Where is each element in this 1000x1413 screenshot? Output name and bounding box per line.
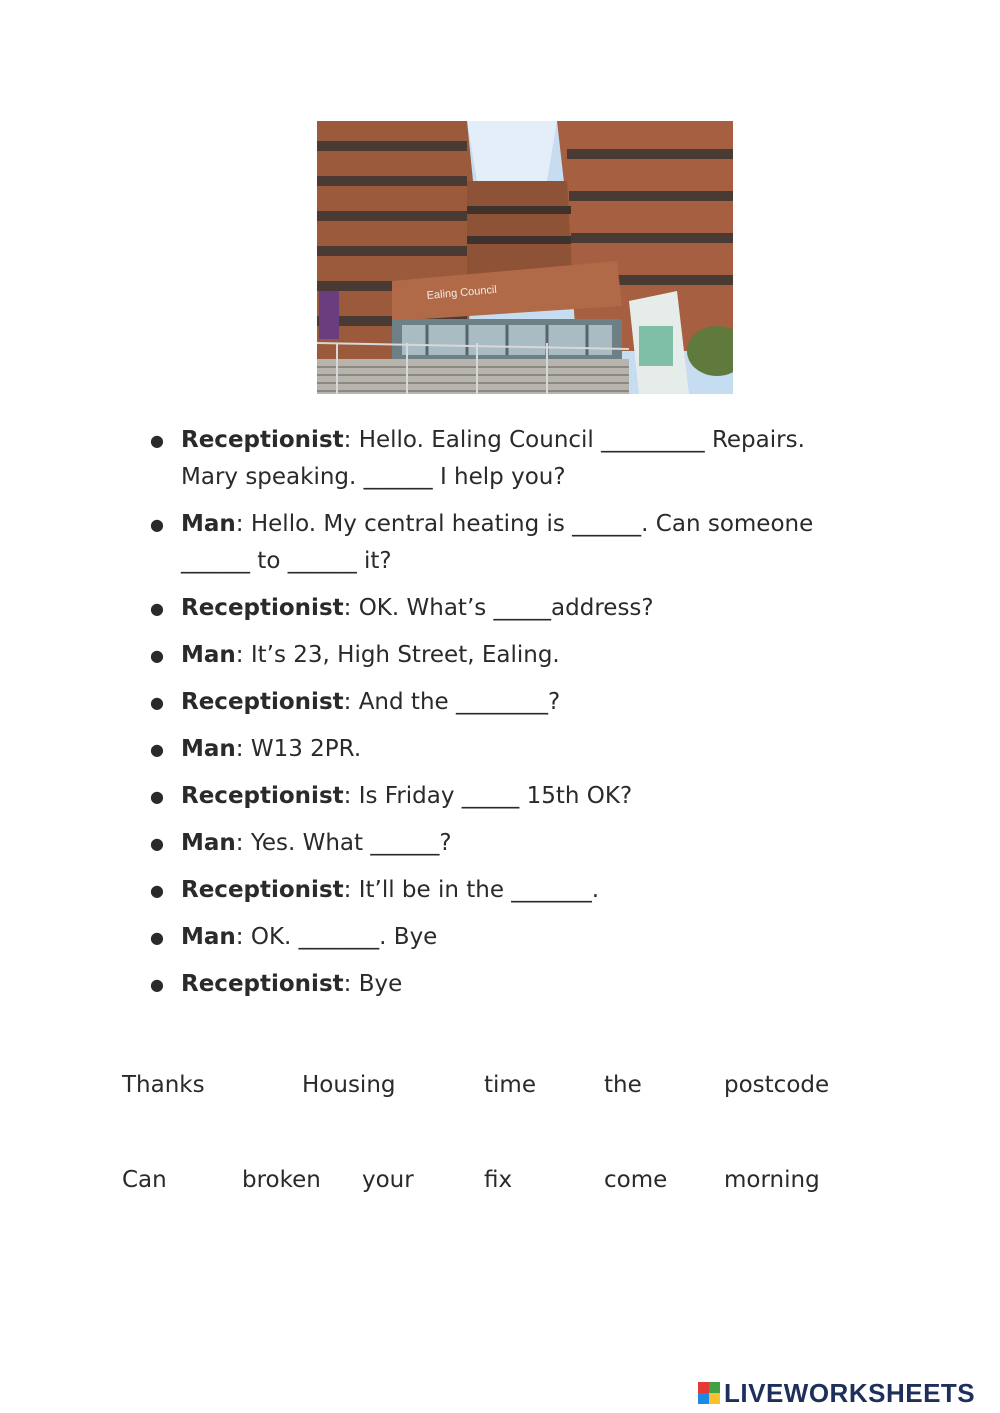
bullet-icon: ●	[150, 646, 164, 665]
word-bank-item[interactable]: morning	[724, 1167, 820, 1193]
word-bank-item[interactable]: the	[604, 1072, 642, 1098]
word-bank-item[interactable]: your	[362, 1167, 414, 1193]
line-text: : And the ________?	[343, 689, 561, 715]
word-bank-item[interactable]: Thanks	[122, 1072, 205, 1098]
speaker-name: Man	[181, 511, 236, 537]
speaker-name: Man	[181, 924, 236, 950]
bullet-icon: ●	[150, 515, 164, 534]
dialogue-line	[150, 590, 880, 627]
dialogue-line	[150, 422, 880, 496]
dialogue-line	[150, 637, 880, 674]
line-text: : It’ll be in the _______.	[343, 877, 600, 903]
speaker-name: Man	[181, 642, 236, 668]
word-bank-item[interactable]: fix	[484, 1167, 513, 1193]
dialogue-line	[150, 966, 880, 1003]
line-text: : Yes. What ______?	[235, 830, 452, 856]
speaker-name: Receptionist	[181, 877, 344, 903]
line-text: : W13 2PR.	[235, 736, 362, 762]
building-sign-text: Ealing Council	[426, 283, 498, 302]
bullet-icon: ●	[150, 693, 164, 712]
line-text: : Bye	[343, 971, 403, 997]
line-text: : Hello. Ealing Council _________ Repairs.	[343, 427, 805, 453]
dialogue-line	[150, 731, 880, 768]
speaker-name: Receptionist	[181, 783, 344, 809]
speaker-name: Man	[181, 830, 236, 856]
bullet-icon: ●	[150, 787, 164, 806]
line-text: : Is Friday _____ 15th OK?	[343, 783, 633, 809]
speaker-name: Receptionist	[181, 971, 344, 997]
speaker-name: Receptionist	[181, 427, 344, 453]
line-text: : OK. What’s _____address?	[343, 595, 654, 621]
bullet-icon: ●	[150, 431, 164, 450]
line-text: : Hello. My central heating is ______. Can someone	[235, 511, 814, 537]
word-bank-item[interactable]: come	[604, 1167, 668, 1193]
line-text: : It’s 23, High Street, Ealing.	[235, 642, 560, 668]
speaker-name: Receptionist	[181, 595, 344, 621]
dialogue-line	[150, 778, 880, 815]
building-photo	[317, 121, 733, 394]
bullet-icon: ●	[150, 740, 164, 759]
brand-name: LIVEWORKSHEETS	[724, 1377, 976, 1408]
line-text-continued: Mary speaking. ______ I help you?	[181, 464, 566, 490]
liveworksheets-logo[interactable]	[698, 1378, 975, 1408]
dialogue-line	[150, 506, 880, 580]
bullet-icon: ●	[150, 599, 164, 618]
dialogue-line	[150, 684, 880, 721]
bullet-icon: ●	[150, 834, 164, 853]
word-bank-item[interactable]: time	[484, 1072, 536, 1098]
word-bank-item[interactable]: Can	[122, 1167, 167, 1193]
line-text: : OK. _______. Bye	[235, 924, 438, 950]
bullet-icon: ●	[150, 975, 164, 994]
liveworksheets-logo-icon	[698, 1382, 720, 1404]
bullet-icon: ●	[150, 881, 164, 900]
dialogue-line	[150, 872, 880, 909]
bullet-icon: ●	[150, 928, 164, 947]
word-bank-item[interactable]: Housing	[302, 1072, 396, 1098]
dialogue-line	[150, 919, 880, 956]
word-bank-item[interactable]: postcode	[724, 1072, 830, 1098]
speaker-name: Receptionist	[181, 689, 344, 715]
line-text-continued: ______ to ______ it?	[181, 548, 392, 574]
dialogue-line	[150, 825, 880, 862]
dialogue-list	[150, 422, 880, 1013]
speaker-name: Man	[181, 736, 236, 762]
word-bank-item[interactable]: broken	[242, 1167, 321, 1193]
